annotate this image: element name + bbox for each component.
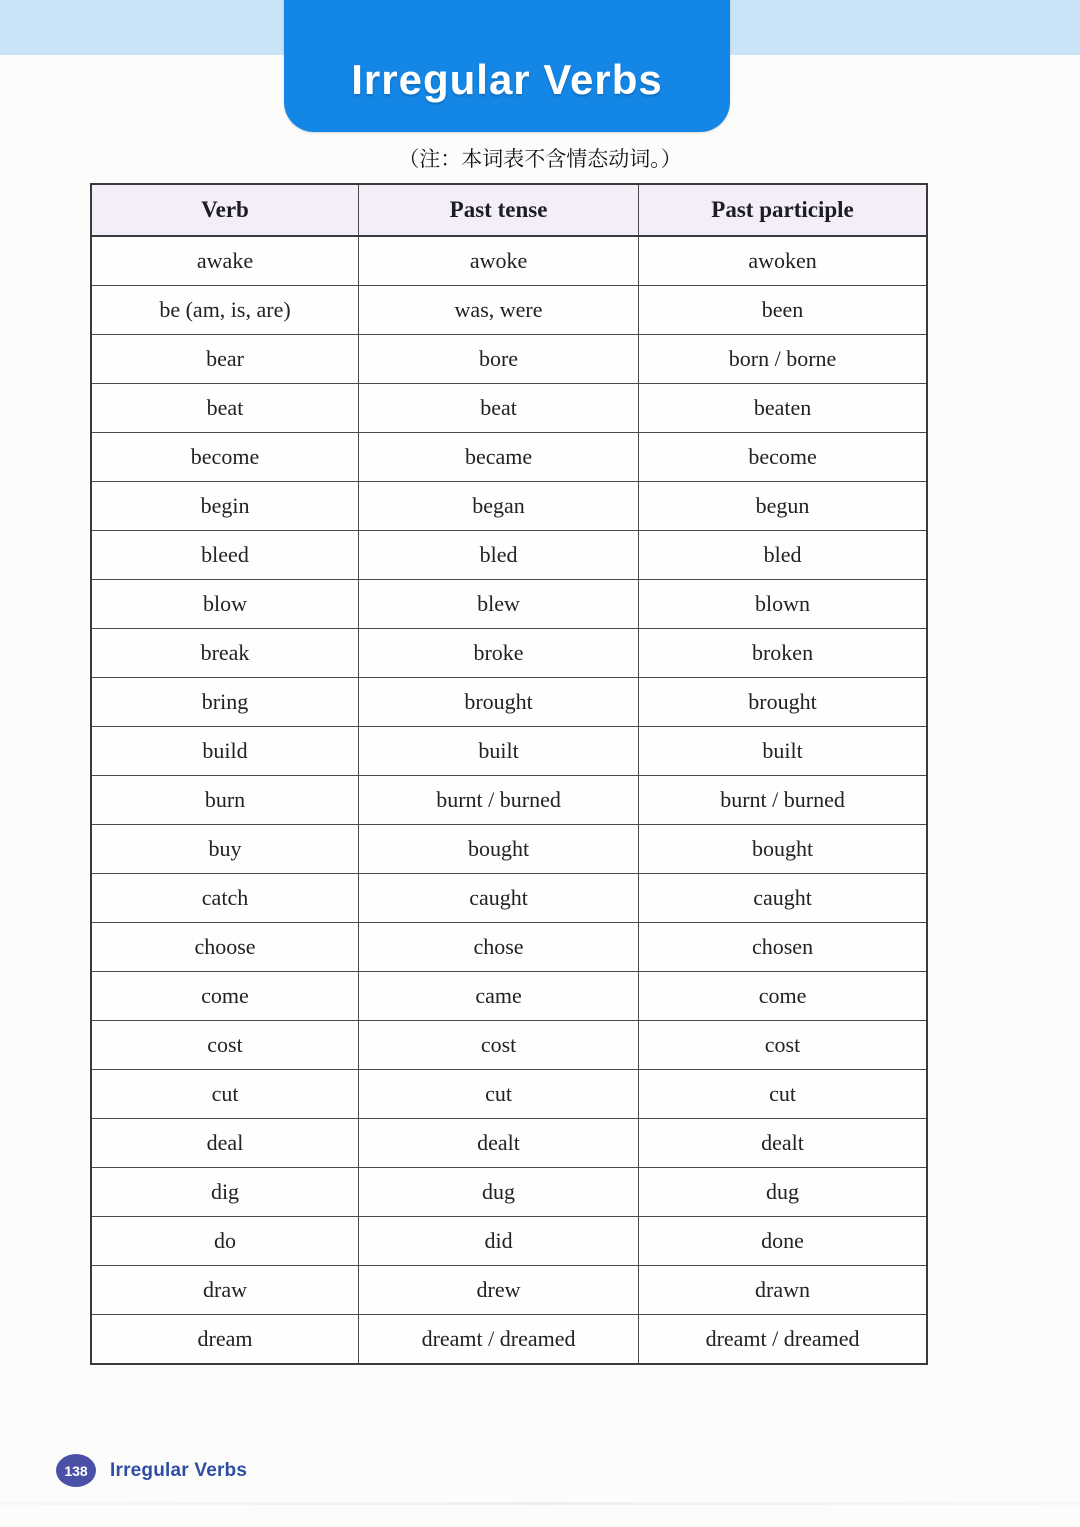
table-row xyxy=(91,678,927,727)
cell-verb: buy xyxy=(91,825,359,874)
cell-past-tense: dealt xyxy=(359,1119,639,1168)
header-cell-past-tense: Past tense xyxy=(359,184,639,236)
cell-verb: build xyxy=(91,727,359,776)
cell-verb: become xyxy=(91,433,359,482)
cell-verb: dream xyxy=(91,1315,359,1365)
table-row xyxy=(91,531,927,580)
footer-label: Irregular Verbs xyxy=(110,1459,248,1481)
note-text: （注：本词表不含情态动词。） xyxy=(398,147,682,171)
cell-past-participle: cost xyxy=(639,1021,927,1070)
table-row xyxy=(91,286,927,335)
cell-past-tense: blew xyxy=(359,580,639,629)
table-row xyxy=(91,629,927,678)
page-number: 138 xyxy=(64,1462,88,1479)
table-row xyxy=(91,384,927,433)
cell-verb: begin xyxy=(91,482,359,531)
cell-past-tense: cost xyxy=(359,1021,639,1070)
header-cell-verb: Verb xyxy=(91,184,359,236)
cell-past-participle: dreamt / dreamed xyxy=(639,1315,927,1365)
cell-past-participle: cut xyxy=(639,1070,927,1119)
cell-past-participle: blown xyxy=(639,580,927,629)
verb-table-body xyxy=(91,236,927,1364)
table-header-row xyxy=(91,184,927,236)
cell-verb: blow xyxy=(91,580,359,629)
table-row xyxy=(91,433,927,482)
cell-past-participle: burnt / burned xyxy=(639,776,927,825)
cell-past-participle: become xyxy=(639,433,927,482)
cell-past-tense: became xyxy=(359,433,639,482)
table-row xyxy=(91,1168,927,1217)
table-row xyxy=(91,1021,927,1070)
cell-past-participle: done xyxy=(639,1217,927,1266)
cell-past-tense: burnt / burned xyxy=(359,776,639,825)
cell-verb: catch xyxy=(91,874,359,923)
header-cell-past-participle: Past participle xyxy=(639,184,927,236)
cell-verb: do xyxy=(91,1217,359,1266)
cell-past-tense: came xyxy=(359,972,639,1021)
table-row xyxy=(91,1266,927,1315)
cell-verb: burn xyxy=(91,776,359,825)
cell-past-tense: drew xyxy=(359,1266,639,1315)
cell-past-tense: beat xyxy=(359,384,639,433)
cell-past-tense: bought xyxy=(359,825,639,874)
cell-past-participle: awoken xyxy=(639,236,927,286)
cell-past-tense: chose xyxy=(359,923,639,972)
cell-past-tense: built xyxy=(359,727,639,776)
cell-verb: deal xyxy=(91,1119,359,1168)
footer xyxy=(56,1454,247,1487)
cell-verb: bring xyxy=(91,678,359,727)
cell-verb: cut xyxy=(91,1070,359,1119)
cell-past-participle: begun xyxy=(639,482,927,531)
cell-past-tense: did xyxy=(359,1217,639,1266)
table-row xyxy=(91,825,927,874)
cell-past-tense: broke xyxy=(359,629,639,678)
cell-past-tense: dug xyxy=(359,1168,639,1217)
cell-past-participle: come xyxy=(639,972,927,1021)
cell-past-tense: bore xyxy=(359,335,639,384)
cell-past-participle: chosen xyxy=(639,923,927,972)
cell-past-tense: brought xyxy=(359,678,639,727)
cell-past-participle: dug xyxy=(639,1168,927,1217)
cell-past-tense: bled xyxy=(359,531,639,580)
table-row xyxy=(91,923,927,972)
cell-past-participle: brought xyxy=(639,678,927,727)
scan-artifact xyxy=(0,1502,1080,1505)
table-row xyxy=(91,727,927,776)
table-row xyxy=(91,1217,927,1266)
table-row xyxy=(91,1070,927,1119)
cell-past-participle: bought xyxy=(639,825,927,874)
cell-verb: bleed xyxy=(91,531,359,580)
cell-verb: cost xyxy=(91,1021,359,1070)
cell-verb: dig xyxy=(91,1168,359,1217)
page-number-badge xyxy=(56,1454,96,1487)
cell-verb: choose xyxy=(91,923,359,972)
cell-past-participle: caught xyxy=(639,874,927,923)
cell-past-tense: dreamt / dreamed xyxy=(359,1315,639,1365)
cell-verb: be (am, is, are) xyxy=(91,286,359,335)
table-row xyxy=(91,972,927,1021)
table-row xyxy=(91,776,927,825)
cell-verb: break xyxy=(91,629,359,678)
cell-verb: bear xyxy=(91,335,359,384)
cell-past-participle: bled xyxy=(639,531,927,580)
cell-verb: draw xyxy=(91,1266,359,1315)
cell-past-tense: cut xyxy=(359,1070,639,1119)
cell-past-tense: was, were xyxy=(359,286,639,335)
cell-past-participle: drawn xyxy=(639,1266,927,1315)
table-row xyxy=(91,335,927,384)
table-row xyxy=(91,874,927,923)
cell-past-participle: built xyxy=(639,727,927,776)
table-row xyxy=(91,580,927,629)
cell-past-participle: been xyxy=(639,286,927,335)
title-banner xyxy=(284,0,730,132)
cell-verb: beat xyxy=(91,384,359,433)
table-row xyxy=(91,236,927,286)
cell-verb: awake xyxy=(91,236,359,286)
cell-past-participle: beaten xyxy=(639,384,927,433)
cell-past-participle: dealt xyxy=(639,1119,927,1168)
table-row xyxy=(91,1315,927,1365)
cell-past-tense: awoke xyxy=(359,236,639,286)
cell-past-tense: caught xyxy=(359,874,639,923)
cell-past-participle: born / borne xyxy=(639,335,927,384)
page-title: Irregular Verbs xyxy=(351,56,663,103)
verb-table xyxy=(90,183,928,1365)
cell-past-tense: began xyxy=(359,482,639,531)
table-row xyxy=(91,482,927,531)
table-row xyxy=(91,1119,927,1168)
cell-verb: come xyxy=(91,972,359,1021)
cell-past-participle: broken xyxy=(639,629,927,678)
